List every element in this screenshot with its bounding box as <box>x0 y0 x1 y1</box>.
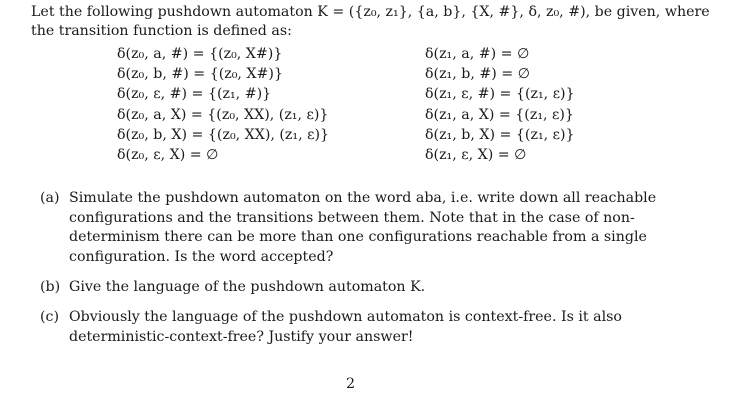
transition-z1-eps-x: δ(z₁, ε, X) = ∅ <box>425 146 527 163</box>
question-text: Give the language of the pushdown automaton K. <box>69 279 426 295</box>
transition-z0-eps-hash: δ(z₀, ε, #) = {(z₁, #)} <box>117 86 272 103</box>
question-b <box>40 278 680 298</box>
question-c <box>40 308 680 347</box>
transitions-right-column <box>425 44 575 165</box>
transition-z0-a-hash: δ(z₀, a, #) = {(z₀, X#)} <box>117 46 283 62</box>
transition-z1-b-hash: δ(z₁, b, #) = ∅ <box>425 66 531 83</box>
transitions-left-column <box>117 44 329 165</box>
transition-z0-b-hash: δ(z₀, b, #) = {(z₀, X#)} <box>117 66 283 83</box>
page-number: 2 <box>346 376 356 392</box>
transition-z0-b-x: δ(z₀, b, X) = {(z₀, XX), (z₁, ε)} <box>117 126 330 143</box>
transition-z0-eps-x: δ(z₀, ε, X) = ∅ <box>117 146 219 163</box>
transition-z1-eps-hash: δ(z₁, ε, #) = {(z₁, ε)} <box>425 86 575 103</box>
question-label: (b) <box>40 279 61 295</box>
question-a <box>40 189 680 267</box>
transition-z1-a-x: δ(z₁, a, X) = {(z₁, ε)} <box>425 106 574 123</box>
intro-paragraph: Let the following pushdown automaton K = ({z₀, z₁}, {a, b}, {X, #}, δ, z₀, #), be given, where the transition function is defined as: <box>31 4 710 39</box>
question-label: (c) <box>40 309 60 325</box>
question-text: Obviously the language of the pushdown automaton is context-free. Is it also deterministic-context-free? Justify your answer! <box>69 309 622 345</box>
transition-z1-b-x: δ(z₁, b, X) = {(z₁, ε)} <box>425 126 575 143</box>
question-text: Simulate the pushdown automaton on the word aba, i.e. write down all reachable configurations and the transitions between them. Note that in the case of non-determinism there can be more than one configurations reachable from a single configuration. Is the word accepted? <box>69 190 657 265</box>
question-label: (a) <box>40 190 60 206</box>
transition-z0-a-x: δ(z₀, a, X) = {(z₀, XX), (z₁, ε)} <box>117 106 329 123</box>
transition-z1-a-hash: δ(z₁, a, #) = ∅ <box>425 46 530 62</box>
